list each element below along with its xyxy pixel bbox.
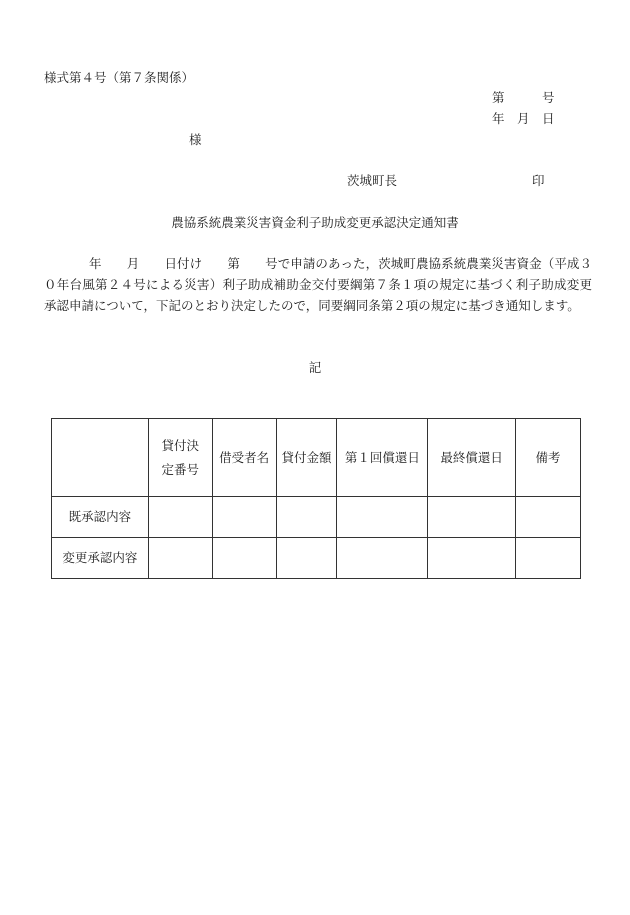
table-cell xyxy=(148,538,212,579)
header-cell-blank xyxy=(52,419,149,497)
header-remarks: 備考 xyxy=(516,419,581,497)
table-cell xyxy=(337,497,428,538)
table-cell xyxy=(428,497,516,538)
document-number: 第 号 xyxy=(492,90,555,105)
body-text: 年 月 日付け 第 号で申請のあった，茨城町農協系統農業災害資金（平成３０年台風第２４号による災害）利子助成補助金交付要綱第７条１項の規定に基づく利子助成変更承認申請について，下記のとおり決定したので，同要綱同条第２項の規定に基づき通知します。 xyxy=(44,256,592,313)
table-row xyxy=(52,538,581,579)
approval-table xyxy=(51,418,581,579)
row-label-approved: 既承認内容 xyxy=(52,497,149,538)
row-label-change-approval: 変更承認内容 xyxy=(52,538,149,579)
sender-title: 茨城町長 xyxy=(347,173,398,188)
header-borrower-name: 借受者名 xyxy=(212,419,276,497)
header-final-repayment-date: 最終償還日 xyxy=(428,419,516,497)
table-cell xyxy=(212,497,276,538)
seal-mark: 印 xyxy=(532,173,545,188)
header-loan-decision-number: 貸付決定番号 xyxy=(148,419,212,497)
table-cell xyxy=(276,538,337,579)
table-cell xyxy=(516,538,581,579)
table-cell xyxy=(276,497,337,538)
addressee-suffix: 様 xyxy=(189,132,202,147)
document-title: 農協系統農業災害資金利子助成変更承認決定通知書 xyxy=(171,215,459,230)
document-date: 年 月 日 xyxy=(492,111,555,126)
table-cell xyxy=(212,538,276,579)
form-number: 様式第４号（第７条関係） xyxy=(44,70,195,85)
header-loan-amount: 貸付金額 xyxy=(276,419,337,497)
table-header-row xyxy=(52,419,581,497)
table-cell xyxy=(337,538,428,579)
table-row xyxy=(52,497,581,538)
table-cell xyxy=(428,538,516,579)
table-cell xyxy=(148,497,212,538)
table-cell xyxy=(516,497,581,538)
header-first-repayment-date: 第１回償還日 xyxy=(337,419,428,497)
note-label: 記 xyxy=(308,360,322,375)
